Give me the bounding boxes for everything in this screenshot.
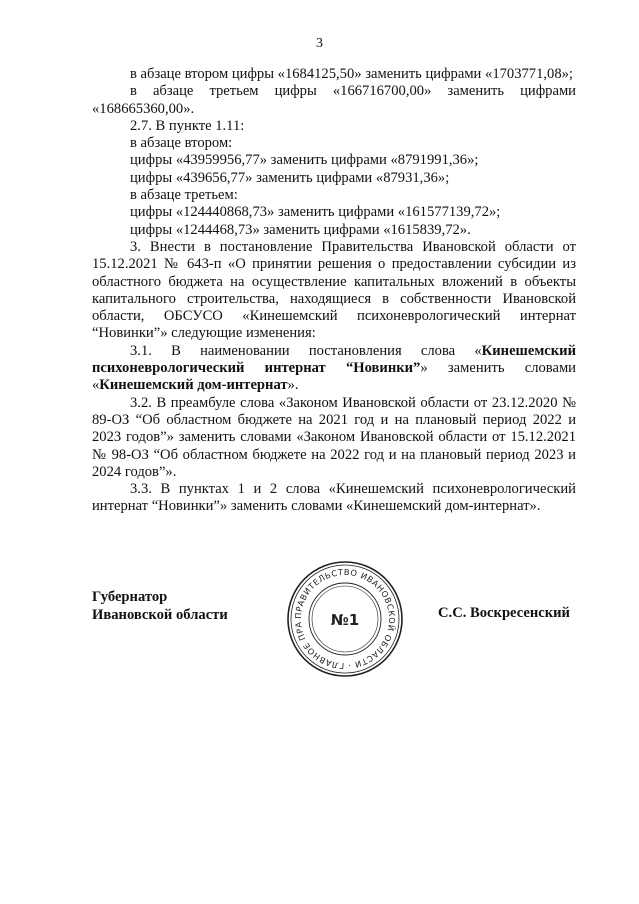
paragraph-7: в абзаце третьем: [130,187,238,204]
seal-number: №1 [330,611,360,629]
paragraph-3-intro: 3. Внести в постановление Правительства Ивановской области от 15.12.2021 № 643-п «О принятии решения о предоставлении субсидии из областного бюджета на осуществление капитальных вложений в объекты капитального строительства, находящиеся в собственности Ивановской области, ОБСУСО «Кинешемский психоневрологический интернат “Новинки”» следующие изменения: [92,238,576,342]
official-seal [285,559,405,679]
signatory-name: С.С. Воскресенский [438,605,570,621]
page-number: 3 [316,36,323,51]
paragraph-3: 2.7. В пункте 1.11: [130,117,245,134]
paragraph-4: в абзаце втором: [130,135,233,152]
paragraph-5: цифры «43959956,77» заменить цифрами «8791991,36»; [130,152,479,169]
signature-title [92,588,228,624]
paragraph-3-2: 3.2. В преамбуле слова «Законом Ивановской области от 23.12.2020 № 89-ОЗ “Об областном бюджете на 2021 год и на плановый период 2022 и 2023 годов”» заменить словами «Законом Ивановской области от 15.12.2021 № 98-ОЗ “Об областном бюджете на 2022 год и на плановый период 2023 и 2024 годов”». [92,394,576,480]
paragraph-2: в абзаце третьем цифры «166716700,00» заменить цифрами «168665360,00». [92,83,576,117]
seal-icon [285,559,405,679]
signature-title-line1: Губернатор [92,589,168,605]
p31-prefix: 3.1. В наименовании постановления слова « [130,342,482,359]
paragraph-8: цифры «124440868,73» заменить цифрами «161577139,72»; [130,204,501,221]
paragraph-3-1 [92,343,576,395]
p31-suffix: ». [287,377,299,394]
seal-ring-text: ПРАВИТЕЛЬСТВО ИВАНОВСКОЙ ОБЛАСТИ · ГЛАВНОЕ ПРА [292,566,398,672]
paragraph-9: цифры «1244468,73» заменить цифрами «1615839,72». [130,221,471,238]
paragraph-3-3: 3.3. В пунктах 1 и 2 слова «Кинешемский психоневрологический интернат “Новинки”» заменить словами «Кинешемский дом-интернат». [92,481,576,515]
p31-middle: » заменить словами « [92,360,576,394]
paragraph-1: в абзаце втором цифры «1684125,50» заменить цифрами «1703771,08»; [130,66,573,82]
p31-bold-old: Кинешемский психоневрологический интернат “Новинки” [92,342,576,377]
paragraph-6: цифры «439656,77» заменить цифрами «87931,36»; [130,169,450,186]
document-body [92,66,576,516]
signature-title-line2: Ивановской области [92,607,228,623]
p31-bold-new: Кинешемский дом-интернат [99,377,288,394]
